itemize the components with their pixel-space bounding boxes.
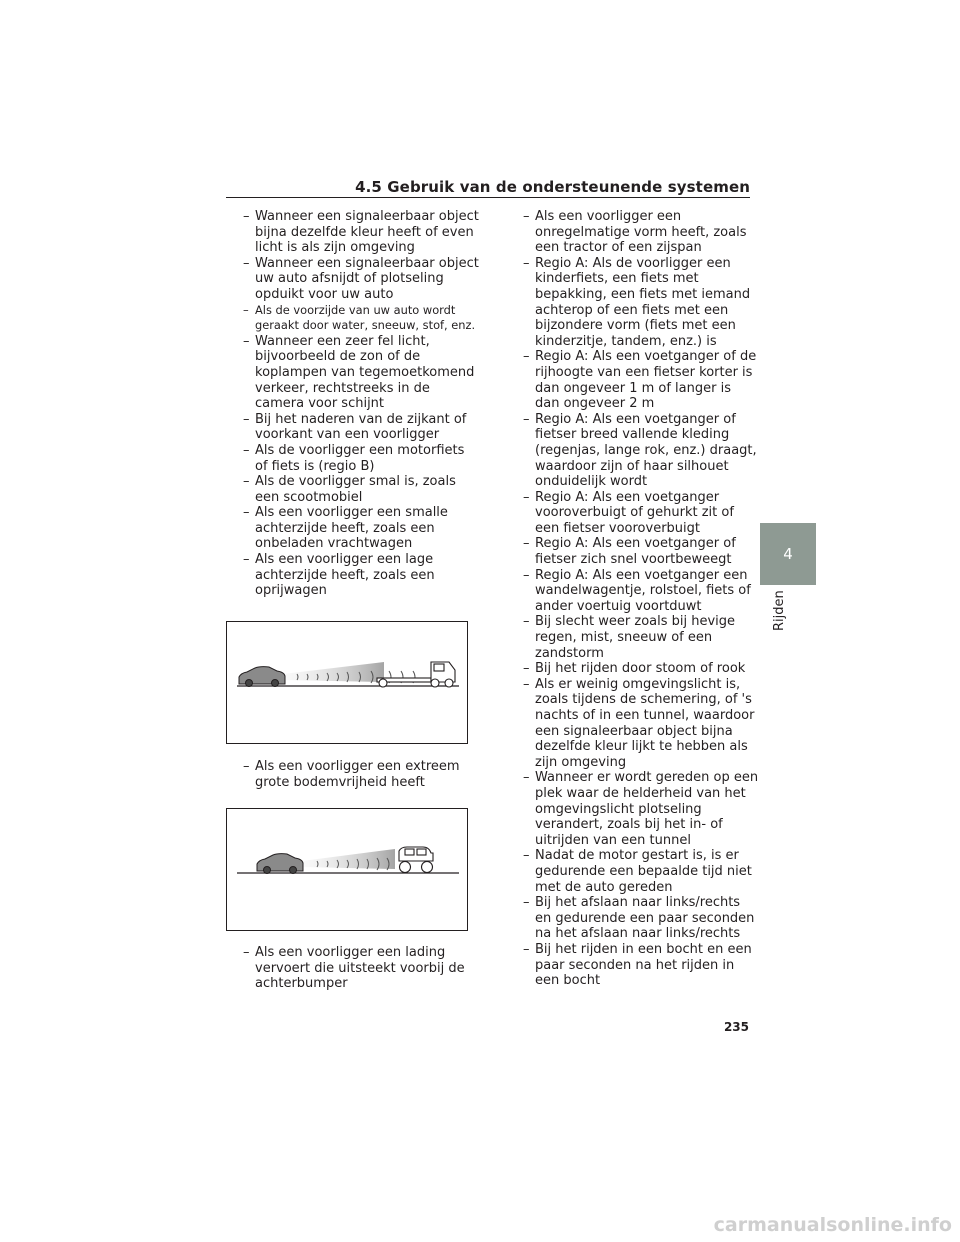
list-item: – Bij het naderen van de zijkant of voorkant van een voorligger — [243, 411, 467, 443]
chapter-label — [770, 590, 790, 650]
chapter-tab[interactable] — [760, 523, 816, 585]
header-rule — [226, 197, 750, 198]
list-item: – Als een voorligger een lading vervoert die uitsteekt voorbij de achterbumper — [243, 945, 465, 992]
chapter-number: 4 — [783, 545, 793, 563]
list-item: – Nadat de motor gestart is, is er gedurende een bepaalde tijd niet met de auto gereden — [523, 848, 752, 895]
dash: – — [523, 489, 530, 505]
list-item: – Regio A: Als een voetganger vooroverbuigt of gehurkt zit of een fietser vooroverbuigt — [523, 489, 734, 536]
list-item: – Regio A: Als de voorligger een kinderfiets, een fiets met bepakking, een fiets met iemand achterop of een fiets met een bijzondere vorm (fiets met een kinderzitje, tandem, enz.) is — [523, 255, 751, 349]
dash: – — [243, 442, 250, 458]
sensor-beam — [283, 662, 384, 682]
dash: – — [523, 848, 530, 864]
left-column-list-3 — [243, 945, 479, 992]
list-item: – Bij het afslaan naar links/rechts en gedurende een paar seconden na het afslaan naar links/rechts — [523, 895, 755, 942]
list-item: – Regio A: Als een voetganger of de rijhoogte van een fietser korter is dan ongeveer 1 m of langer is dan ongeveer 2 m — [523, 349, 757, 412]
chapter-label-text: Rijden — [772, 590, 787, 631]
figure-high-clearance — [226, 808, 468, 931]
dash: – — [243, 302, 249, 317]
list-item: – Wanneer een zeer fel licht, bijvoorbeeld de zon of de koplampen van tegemoetkomend verkeer, rechtstreeks in de camera voor schijnt — [243, 333, 475, 412]
left-column-list-1 — [243, 209, 479, 599]
dash: – — [523, 661, 530, 677]
dash: – — [523, 411, 530, 427]
list-item: – Regio A: Als een voetganger of fietser zich snel voortbeweegt — [523, 536, 736, 568]
list-item: – Wanneer een signaleerbaar object bijna dezelfde kleur heeft of even licht is als zijn omgeving — [243, 209, 479, 256]
high-clearance-illustration — [227, 809, 469, 932]
ego-car-icon — [239, 667, 285, 687]
dash: – — [243, 333, 250, 349]
dash: – — [523, 895, 530, 911]
ego-car-icon — [257, 854, 303, 874]
list-item: – Bij het rijden in een bocht en een paar seconden na het rijden in een bocht — [523, 941, 752, 989]
high-clearance-vehicle-icon — [399, 847, 433, 873]
dash: – — [243, 209, 250, 224]
right-column-list — [523, 209, 759, 989]
left-column-list-2 — [243, 759, 479, 790]
dash: – — [523, 536, 530, 552]
list-item: – Regio A: Als een voetganger een wandelwagentje, rolstoel, fiets of ander voertuig voortduwt — [523, 567, 751, 614]
dash: – — [243, 255, 250, 271]
dash: – — [523, 255, 530, 271]
dash: – — [523, 614, 530, 630]
list-item: – Als de voorligger smal is, zoals een scootmobiel — [243, 474, 456, 505]
dash: – — [243, 759, 250, 774]
dash: – — [243, 552, 250, 568]
list-item: – Bij het rijden door stoom of rook — [523, 661, 746, 677]
list-item: – Als een voorligger een extreem grote bodemvrijheid heeft — [243, 759, 460, 790]
dash: – — [523, 770, 530, 786]
list-item: – Wanneer er wordt gereden op een plek waar de helderheid van het omgevingslicht plotseling verandert, zoals bij het in- of uitrijden van een tunnel — [523, 770, 759, 848]
list-item: – Als er weinig omgevingslicht is, zoals tijdens de schemering, of 's nachts of in een tunnel, waardoor een signaleerbaar object bijna dezelfde kleur lijkt te hebben als zijn omgeving — [523, 676, 755, 770]
list-item: – Regio A: Als een voetganger of fietser breed vallende kleding (regenjas, lange rok, enz.) draagt, waardoor zijn of haar silhouet onduidelijk wordt — [523, 411, 757, 490]
page-number: 235 — [723, 1020, 749, 1034]
figure-low-trailer — [226, 621, 468, 744]
list-item: – Als een voorligger een onregelmatige vorm heeft, zoals een tractor of een zijspan — [523, 209, 747, 256]
list-item: – Als de voorzijde van uw auto wordt geraakt door water, sneeuw, stof, enz. — [243, 302, 476, 333]
list-item: – Wanneer een signaleerbaar object uw auto afsnijdt of plotseling opduikt voor uw auto — [243, 255, 479, 302]
list-item: – Als een voorligger een lage achterzijde heeft, zoals een oprijwagen — [243, 552, 435, 599]
watermark: carmanualsonline.info — [713, 1214, 952, 1236]
dash: – — [523, 941, 530, 957]
list-item: – Als de voorligger een motorfiets of fiets is (regio B) — [243, 442, 465, 474]
list-item: – Als een voorligger een smalle achterzijde heeft, zoals een onbeladen vrachtwagen — [243, 505, 448, 552]
dash: – — [243, 945, 250, 960]
section-title: 4.5 Gebruik van de ondersteunende systemen — [355, 178, 750, 196]
low-trailer-illustration — [227, 622, 469, 745]
dash: – — [243, 474, 250, 490]
truck-icon — [377, 662, 455, 687]
dash: – — [523, 676, 530, 692]
dash: – — [523, 209, 530, 224]
dash: – — [243, 505, 250, 521]
dash: – — [523, 349, 530, 365]
dash: – — [243, 411, 250, 427]
dash: – — [523, 567, 530, 583]
list-item: – Bij slecht weer zoals bij hevige regen, mist, sneeuw of een zandstorm — [523, 614, 736, 661]
